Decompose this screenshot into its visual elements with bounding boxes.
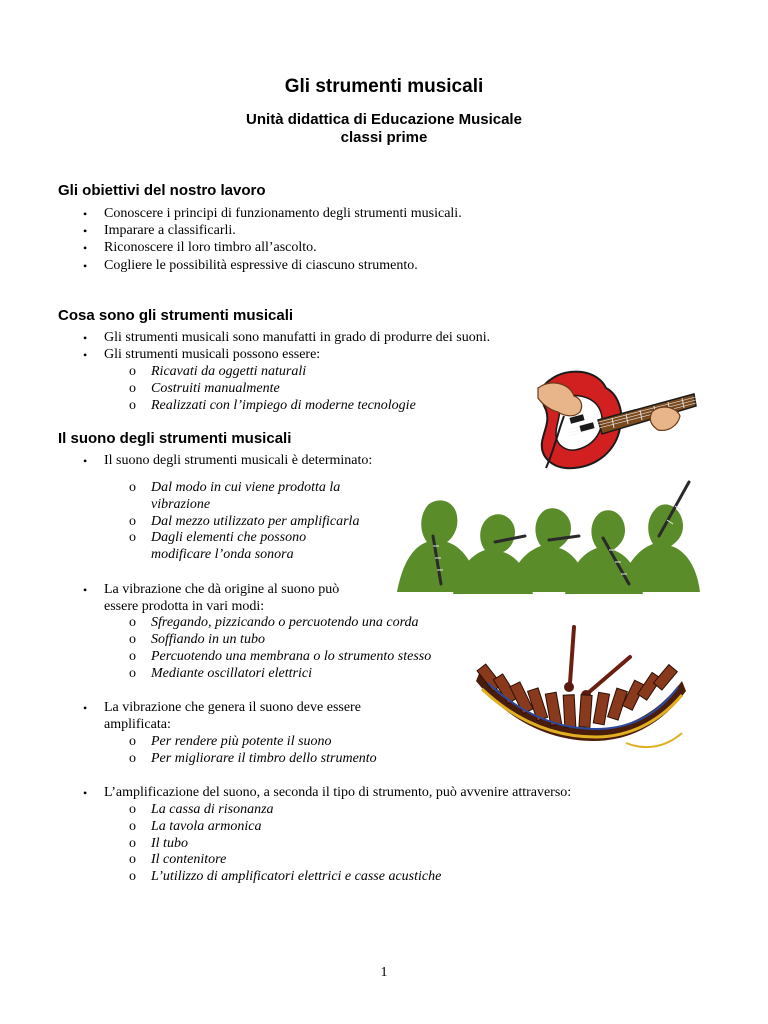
- sub-list-item-continued: vibrazione: [151, 497, 211, 512]
- document-title: Gli strumenti musicali: [284, 76, 484, 97]
- list-item: • Cogliere le possibilità espressive di ciascuno strumento.: [83, 258, 418, 273]
- sub-list-item: o Costruiti manualmente: [129, 381, 280, 396]
- subtitle-line: classi prime: [340, 129, 428, 146]
- list-item-continued: essere prodotta in vari modi:: [104, 599, 265, 614]
- list-item: • Conoscere i principi di funzionamento degli strumenti musicali.: [83, 206, 462, 221]
- section-heading-cosa-sono: Cosa sono gli strumenti musicali: [58, 307, 294, 324]
- list-item-continued: amplificata:: [104, 717, 171, 732]
- sub-list-item: o Mediante oscillatori elettrici: [129, 666, 312, 681]
- sub-list-item: o Dal modo in cui viene prodotta la: [129, 480, 341, 495]
- clarinet-players-illustration: [397, 480, 700, 600]
- electric-guitar-illustration: [528, 358, 700, 478]
- list-item: • Gli strumenti musicali sono manufatti in grado di produrre dei suoni.: [83, 330, 491, 345]
- sub-list-item: o Soffiando in un tubo: [129, 632, 265, 647]
- list-item: • L’amplificazione del suono, a seconda il tipo di strumento, può avvenire attraverso:: [83, 785, 572, 800]
- sub-list-item-continued: modificare l’onda sonora: [151, 547, 294, 562]
- sub-list-item: o Per rendere più potente il suono: [129, 734, 332, 749]
- list-item: • La vibrazione che genera il suono deve essere: [83, 700, 361, 715]
- sub-list-item: o La tavola armonica: [129, 819, 262, 834]
- sub-list-item: o L’utilizzo di amplificatori elettrici e casse acustiche: [129, 869, 442, 884]
- section-heading-suono: Il suono degli strumenti musicali: [58, 430, 292, 447]
- list-item: • Imparare a classificarli.: [83, 223, 236, 238]
- sub-list-item: o Ricavati da oggetti naturali: [129, 364, 307, 379]
- sub-list-item: o Percuotendo una membrana o lo strumento stesso: [129, 649, 432, 664]
- sub-list-item: o Il tubo: [129, 836, 188, 851]
- list-item: • La vibrazione che dà origine al suono può: [83, 582, 340, 597]
- sub-list-item: o La cassa di risonanza: [129, 802, 274, 817]
- list-item: • Riconoscere il loro timbro all’ascolto.: [83, 240, 317, 255]
- xylophone-illustration: [476, 625, 688, 760]
- sub-list-item: o Per migliorare il timbro dello strumento: [129, 751, 377, 766]
- sub-list-item: o Sfregando, pizzicando o percuotendo una corda: [129, 615, 419, 630]
- subtitle-line: Unità didattica di Educazione Musicale: [246, 111, 522, 128]
- sub-list-item: o Il contenitore: [129, 852, 227, 867]
- sub-list-item: o Dal mezzo utilizzato per amplificarla: [129, 514, 360, 529]
- document-subtitle: [0, 111, 768, 147]
- list-item: • Il suono degli strumenti musicali è determinato:: [83, 453, 373, 468]
- sub-list-item: o Dagli elementi che possono: [129, 530, 307, 545]
- section-heading-obiettivi: Gli obiettivi del nostro lavoro: [58, 182, 266, 199]
- list-item: • Gli strumenti musicali possono essere:: [83, 347, 321, 362]
- page-number: 1: [380, 965, 388, 980]
- sub-list-item: o Realizzati con l’impiego di moderne tecnologie: [129, 398, 416, 413]
